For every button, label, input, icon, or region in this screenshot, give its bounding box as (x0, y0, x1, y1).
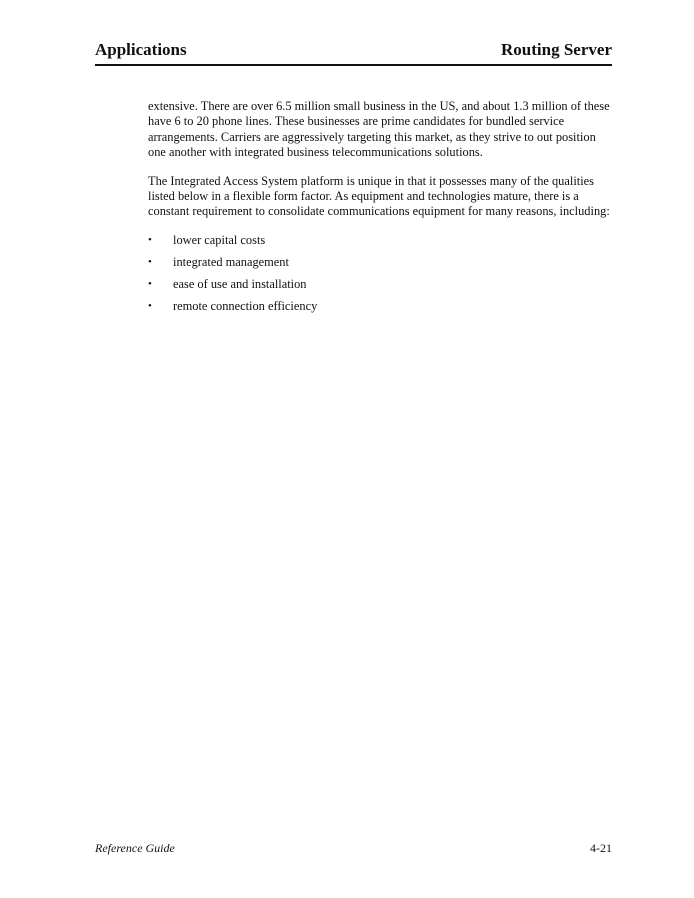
list-item (148, 277, 614, 299)
list-item (148, 299, 614, 321)
list-item-text: ease of use and installation (173, 276, 307, 291)
list-item-text: integrated management (173, 254, 289, 269)
chapter-title: Routing Server (501, 40, 612, 59)
page-number: 4-21 (590, 841, 612, 855)
page-body (148, 99, 614, 321)
bullet-icon: • (148, 233, 152, 246)
list-item-text: remote connection efficiency (173, 298, 318, 313)
bullet-icon: • (148, 255, 152, 268)
bullet-icon: • (148, 299, 152, 312)
list-item (148, 233, 614, 255)
document-title: Reference Guide (95, 841, 175, 855)
page-footer (95, 841, 612, 857)
bullet-list (148, 233, 614, 321)
page-header (95, 40, 612, 66)
body-paragraph-1: extensive. There are over 6.5 million small business in the US, and about 1.3 million of these have 6 to 20 phone lines. These businesses are prime candidates for bundled service arrangements. Carriers are aggressively targeting this market, as they strive to out position one another with integrated business telecommunications solutions. (148, 99, 610, 160)
body-paragraph-2: The Integrated Access System platform is unique in that it possesses many of the qualities listed below in a flexible form factor. As equipment and technologies mature, there is a constant requirement to consolidate communications equipment for many reasons, including: (148, 173, 610, 219)
section-title: Applications (95, 40, 187, 59)
list-item (148, 255, 614, 277)
list-item-text: lower capital costs (173, 232, 266, 247)
bullet-icon: • (148, 277, 152, 290)
